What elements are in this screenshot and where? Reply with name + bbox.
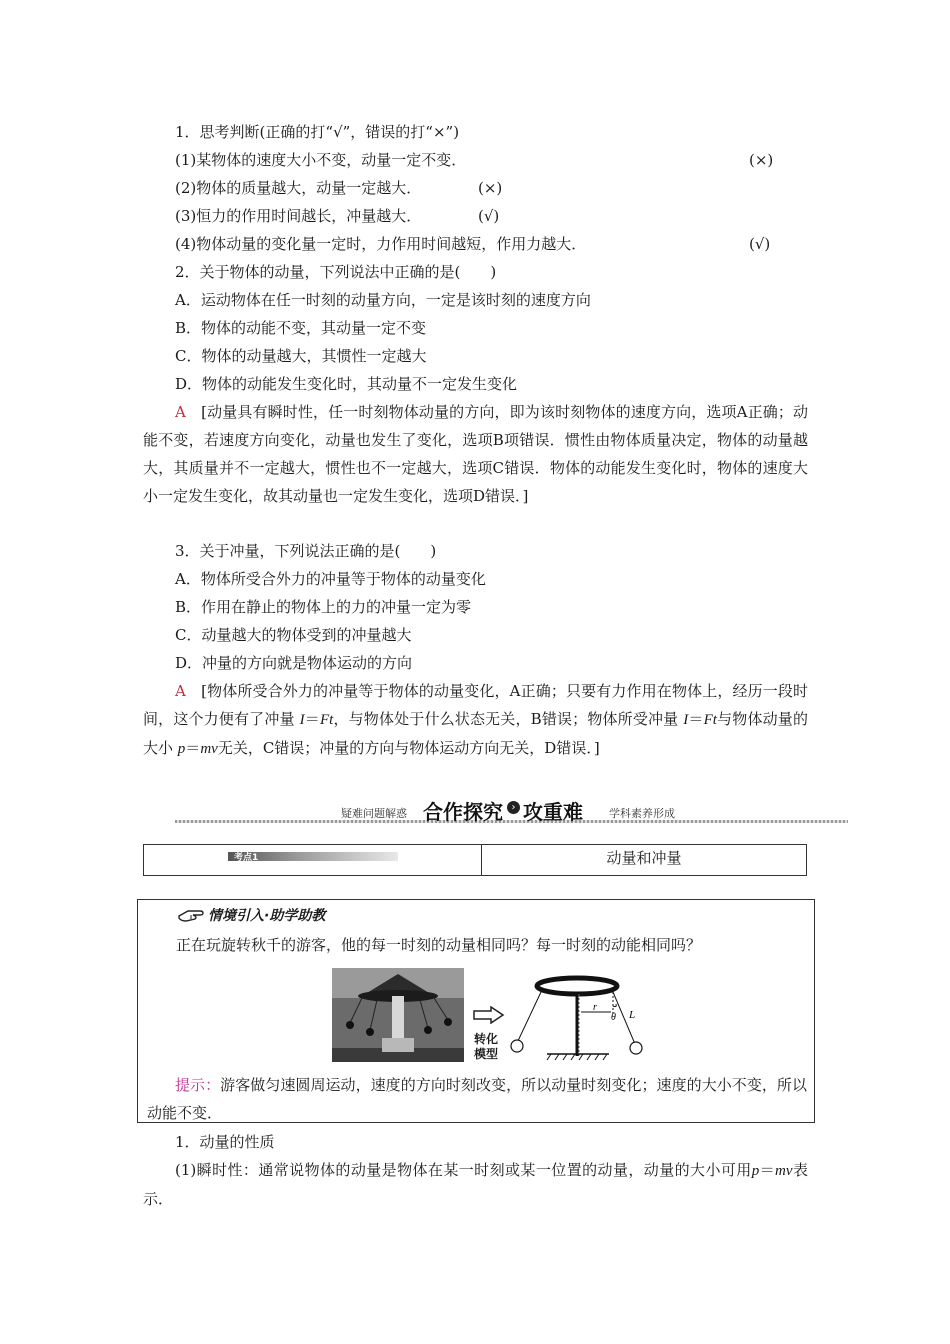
q3-exp-part3: 与物体动量的大小	[143, 710, 808, 757]
q2-option-b: B．物体的动能不变，其动量一定不变	[175, 319, 427, 337]
section1-p1	[143, 1156, 808, 1213]
q3-option-b: B．作用在静止的物体上的力的冲量一定为零	[175, 598, 472, 616]
q3-option-a: A．物体所受合外力的冲量等于物体的动量变化	[175, 570, 486, 588]
chevron-right-icon: ›	[507, 801, 520, 814]
q3-explanation	[143, 677, 808, 763]
eq-sign: ＝	[185, 739, 201, 757]
pointing-hand-icon	[178, 907, 204, 923]
q2-explanation-text: [动量具有瞬时性，任一时刻物体动量的方向，即为该时刻物体的速度方向，选项A正确；动能不变，若速度方向变化，动量也发生了变化，选项B项错误．惯性由物体质量决定，物体的动量越大，其质量并不一定越大，惯性也不一定越大，选项C错误．物体的动能发生变化时，物体的速度大小一定发生变化，故其动量也一定发生变化，选项D错误．]	[143, 403, 808, 505]
var-I: I	[683, 712, 689, 728]
banner-left: 疑难问题解惑	[341, 807, 407, 820]
var-mv: mv	[775, 1163, 793, 1179]
swing-model-diagram	[505, 968, 665, 1064]
eq-sign: ＝	[759, 1161, 776, 1179]
label-theta: θ	[611, 1012, 616, 1023]
kaodian-title: 动量和冲量	[482, 845, 807, 876]
section1-p1-text: (1)瞬时性：通常说物体的动量是物体在某一时刻或某一位置的动量，动量的大小可用	[175, 1161, 752, 1179]
q3-stem: 3．关于冲量，下列说法正确的是( )	[175, 542, 437, 560]
banner-right: 学科素养形成	[609, 807, 675, 820]
var-p: p	[177, 741, 186, 757]
q2-option-d: D．物体的动能发生变化时，其动量不一定发生变化	[175, 375, 518, 393]
arrow-right-icon	[473, 1006, 505, 1024]
label-L: L	[629, 1009, 636, 1021]
q3-exp-part4: 无关，C错误；冲量的方向与物体运动方向无关，D错误．]	[217, 739, 600, 757]
q1-item-3: (3)恒力的作用时间越长，冲量越大．	[175, 207, 422, 225]
var-Ft: Ft	[319, 712, 334, 728]
q1-item-3-mark: (√)	[478, 207, 500, 225]
q2-answer: A	[175, 403, 186, 421]
q2-option-c: C．物体的动量越大，其惯性一定越大	[175, 347, 427, 365]
banner-main-1: 合作探究	[423, 800, 503, 824]
hint-label: 提示：	[175, 1076, 221, 1094]
swing-ride-photo	[332, 968, 464, 1062]
convert-label-2: 模型	[474, 1047, 499, 1061]
q1-item-4-mark: (√)	[749, 235, 771, 253]
hint-text: 游客做匀速圆周运动，速度的方向时刻改变，所以动量时刻变化；速度的大小不变，所以动能不变．	[147, 1076, 807, 1122]
banner-rule	[175, 820, 848, 823]
scenario-hint	[147, 1071, 807, 1127]
kaodian-table	[143, 844, 807, 876]
q2-explanation	[143, 398, 808, 510]
convert-label-1: 转化	[474, 1032, 499, 1046]
q3-exp-part2: ，与物体处于什么状态无关，B错误；物体所受冲量	[333, 710, 679, 728]
convert-label	[474, 1032, 498, 1062]
q1-item-2-mark: (×)	[478, 179, 503, 197]
banner-main-2: 攻重难	[523, 800, 583, 824]
q1-title: 1．思考判断(正确的打“√”，错误的打“×”)	[175, 123, 460, 141]
kaodian-tag-cell	[144, 845, 482, 876]
var-Ft: Ft	[703, 712, 717, 728]
section1-p1-end: 表示．	[143, 1161, 808, 1208]
q1-item-1: (1)某物体的速度大小不变，动量一定不变．	[175, 151, 467, 169]
q2-option-a: A．运动物体在任一时刻的动量方向，一定是该时刻的速度方向	[175, 291, 591, 309]
q3-option-d: D．冲量的方向就是物体运动的方向	[175, 654, 413, 672]
q1-item-2: (2)物体的质量越大，动量一定越大．	[175, 179, 422, 197]
var-I: I	[299, 712, 305, 728]
q2-stem: 2．关于物体的动量，下列说法中正确的是( )	[175, 263, 497, 281]
q3-option-c: C．动量越大的物体受到的冲量越大	[175, 626, 412, 644]
eq-sign: ＝	[304, 710, 320, 728]
section1-title: 1．动量的性质	[175, 1133, 275, 1151]
section-banner	[175, 798, 848, 826]
scenario-question: 正在玩旋转秋千的游客，他的每一时刻的动量相同吗？每一时刻的动能相同吗？	[176, 936, 702, 954]
label-r: r	[593, 1002, 597, 1013]
var-mv: mv	[200, 741, 218, 757]
eq-sign: ＝	[688, 710, 704, 728]
var-p: p	[751, 1163, 760, 1179]
q1-item-1-mark: (×)	[749, 151, 774, 169]
scenario-heading-text: 情境引入·助学助教	[208, 908, 326, 924]
q3-answer: A	[175, 682, 186, 700]
q3-exp-part1: [物体所受合外力的冲量等于物体的动量变化，A正确；只要有力作用在物体上，经历一段时间，这个力便有了冲量	[143, 682, 808, 728]
kaodian-tag: 考点1	[234, 853, 259, 863]
scenario-heading	[178, 905, 325, 925]
q1-item-4: (4)物体动量的变化量一定时，力作用时间越短，作用力越大．	[175, 235, 587, 253]
